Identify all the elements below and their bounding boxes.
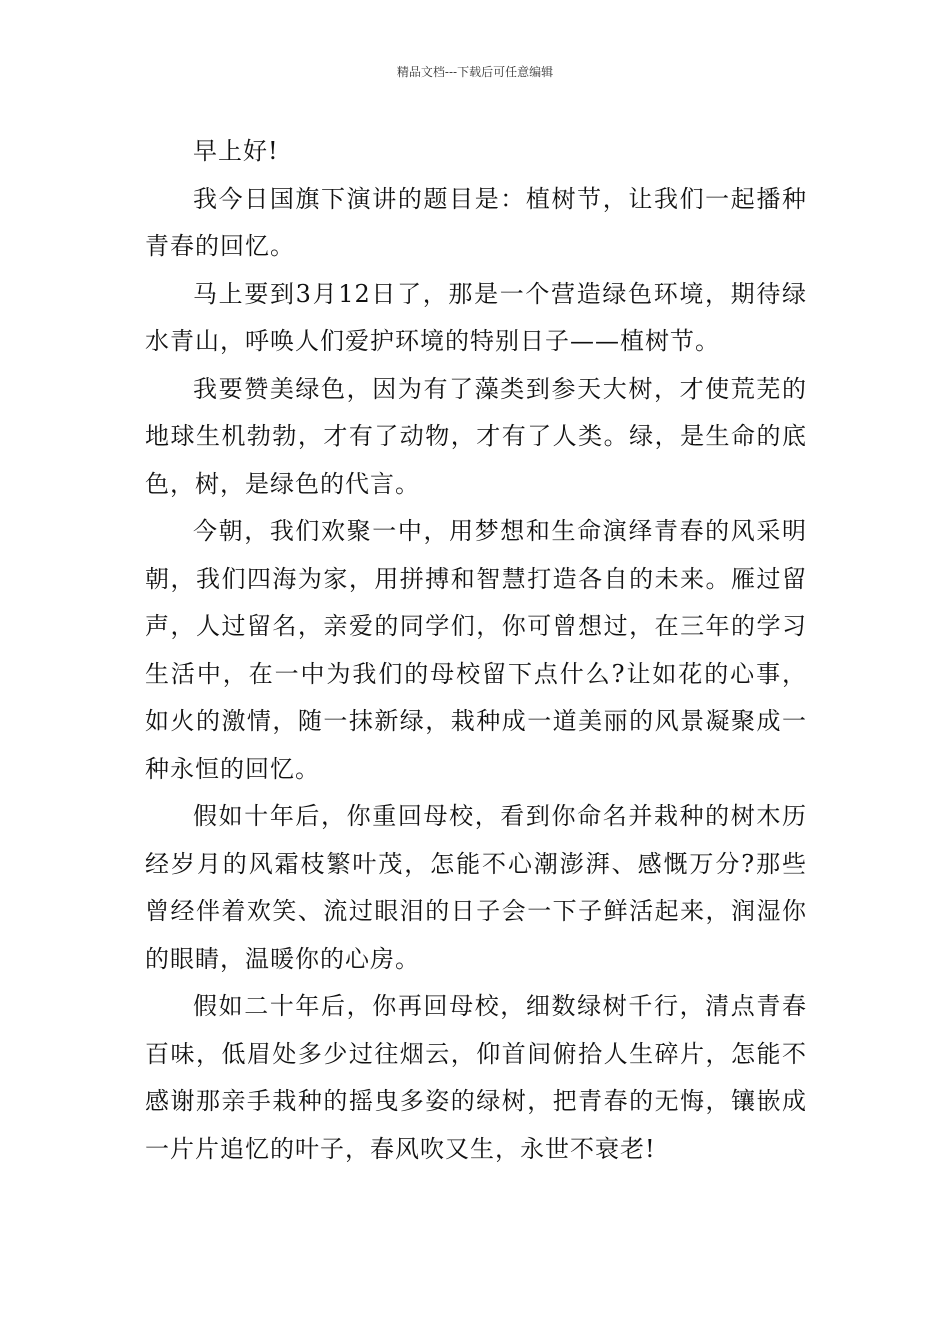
paragraph-praise-green: 我要赞美绿色，因为有了藻类到参天大树，才使荒芜的地球生机勃勃，才有了动物，才有了人类。绿，是生命的底色，树，是绿色的代言。	[145, 374, 807, 498]
paragraph-speech-topic: 我今日国旗下演讲的题目是：植树节，让我们一起播种青春的回忆。	[145, 184, 807, 260]
paragraph-ten-years: 假如十年后，你重回母校，看到你命名并栽种的树木历经岁月的风霜枝繁叶茂，怎能不心潮澎湃、感慨万分?那些曾经伴着欢笑、流过眼泪的日子会一下子鲜活起来，润湿你的眼睛，温暖你的心房。	[145, 802, 807, 973]
page-header: 精品文档---下载后可任意编辑	[396, 65, 554, 79]
paragraph-greeting: 早上好!	[193, 137, 279, 165]
paragraph-arbor-day: 马上要到3月12日了，那是一个营造绿色环境，期待绿水青山，呼唤人们爱护环境的特别日子——植树节。	[145, 279, 807, 355]
paragraph-twenty-years: 假如二十年后，你再回母校，细数绿树千行，清点青春百味，低眉处多少过往烟云，仰首间俯拾人生碎片，怎能不感谢那亲手栽种的摇曳多姿的绿树，把青春的无悔，镶嵌成一片片追忆的叶子，春风吹又生，永世不衰老!	[145, 992, 807, 1163]
paragraph-today-tomorrow: 今朝，我们欢聚一中，用梦想和生命演绎青春的风采明朝，我们四海为家，用拼搏和智慧打造各自的未来。雁过留声，人过留名，亲爱的同学们，你可曾想过，在三年的学习生活中，在一中为我们的母校留下点什么?让如花的心事，如火的激情，随一抹新绿，栽种成一道美丽的风景凝聚成一种永恒的回忆。	[145, 517, 807, 783]
document-body	[145, 128, 807, 1173]
